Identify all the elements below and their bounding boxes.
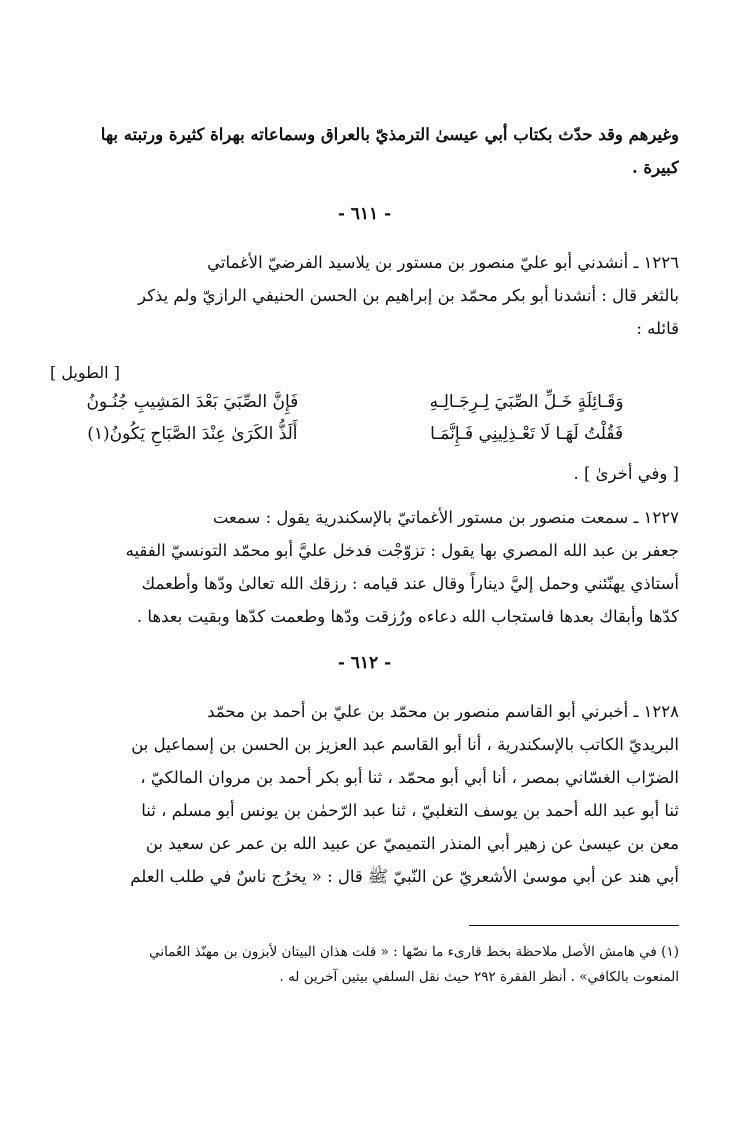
intro-paragraph bbox=[50, 118, 679, 184]
entry-line: كدّها وأبقاك بعدها فاستجاب الله دعاءه ورُزقت ودّها وطعمت كدّها وبقيت بعدها . bbox=[136, 607, 679, 626]
poem-second-hemistich: فَإِنَّ الصِّبَيَ بَعْدَ المَشِيبِ جُنُـونُ bbox=[86, 392, 299, 412]
intro-line: وغيرهم وقد حدّث بكتاب أبي عيسىٰ الترمذيّ بالعراق وسماعاته بهراة كثيرة ورتبته بها bbox=[100, 125, 679, 144]
entry-line: الضرّاب الغسّاني بمصر ، أنا أبي أبو محمّد ، ثنا أبو بكر أحمد بن مروان المالكيّ ، bbox=[140, 768, 679, 787]
poem-first-hemistich: فَقُلْتُ لَهَـا لَا تَعْـذِلِينِي فَـإِنَّمَـا bbox=[430, 424, 624, 444]
poem-verse bbox=[50, 418, 669, 450]
entry-1227 bbox=[50, 501, 679, 633]
poem-first-hemistich: وَقَـائِلَةٍ خَـلِّ الصِّبَيَ لِـرِجَـالِـهِ bbox=[429, 392, 624, 412]
footnote-separator bbox=[50, 925, 679, 926]
entry-line: معن بن عيسىٰ عن زهير أبي المنذر التميميّ عن عبيد الله بن عمر عن سعيد بن bbox=[145, 834, 679, 853]
poem-second-hemistich: أَلَذُّ الكَرَىٰ عِنْدَ الصَّبَاحِ يَكُونُ(١) bbox=[87, 424, 298, 444]
footnote-rule bbox=[469, 925, 679, 926]
entry-line: ١٢٢٧ ـ سمعت منصور بن مستور الأغماتيّ بالإسكندرية يقول : سمعت bbox=[212, 508, 679, 527]
page-number-marker: - ٦١٢ - bbox=[337, 653, 392, 673]
page-number-marker: - ٦١١ - bbox=[337, 204, 392, 224]
other-version-note: [ وفي أخرىٰ ] . bbox=[573, 464, 679, 483]
entry-line: جعفر بن عبد الله المصري بها يقول : تزوّجْت فدخل عليَّ أبو محمّد التونسيّ الفقيه bbox=[125, 541, 679, 560]
poem bbox=[50, 386, 669, 450]
entry-line: البريديّ الكاتب بالإسكندرية ، أنا أبو القاسم عبد العزيز بن الحسن بن إسماعيل بن bbox=[131, 735, 679, 754]
entry-1226 bbox=[50, 246, 679, 345]
footnote bbox=[50, 940, 679, 990]
entry-line: أبي هند عن أبي موسىٰ الأشعريّ عن النّبيّ ﷺ قال : « يخرُج ناسٌ في طلب العلم bbox=[130, 867, 679, 886]
entry-line: ١٢٢٦ ـ أنشدني أبو عليّ منصور بن مستور بن يلاسيد الفرضيّ الأغماتي bbox=[207, 253, 679, 272]
entry-line: ١٢٢٨ ـ أخبرني أبو القاسم منصور بن محمّد بن عليّ بن أحمد بن محمّد bbox=[207, 702, 679, 721]
entry-line: أستاذي يهنّئني وحمل إليَّ ديناراً وقال عند قيامه : رزقك الله تعالىٰ ودّها وأطعمك bbox=[141, 574, 679, 593]
intro-line: كبيرة . bbox=[631, 158, 679, 177]
entry-1228 bbox=[50, 695, 679, 893]
entry-line: ثنا أبو عبد الله أحمد بن يوسف التغلبيّ ، ثنا عبد الرّحمٰن بن يونس أبو مسلم ، ثنا bbox=[141, 801, 679, 820]
poem-meter-label: [ الطويل ] bbox=[50, 363, 120, 382]
entry-line: قائله : bbox=[636, 319, 679, 338]
entry-line: بالثغر قال : أنشدنا أبو بكر محمّد بن إبراهيم بن الحسن الحنيفي الرازيّ ولم يذكر bbox=[137, 286, 679, 305]
poem-verse bbox=[50, 386, 669, 418]
footnote-line: (١) في هامش الأصل ملاحظة بخط قارىء ما نصّها : « قلت هذان البيتان لأبزون بن مهنّذ العُماني bbox=[149, 944, 679, 960]
footnote-line: المنعوت بالكافي» . أنظر الفقرة ٢٩٢ حيث نقل السلفي بيتين آخرين له . bbox=[279, 969, 679, 985]
